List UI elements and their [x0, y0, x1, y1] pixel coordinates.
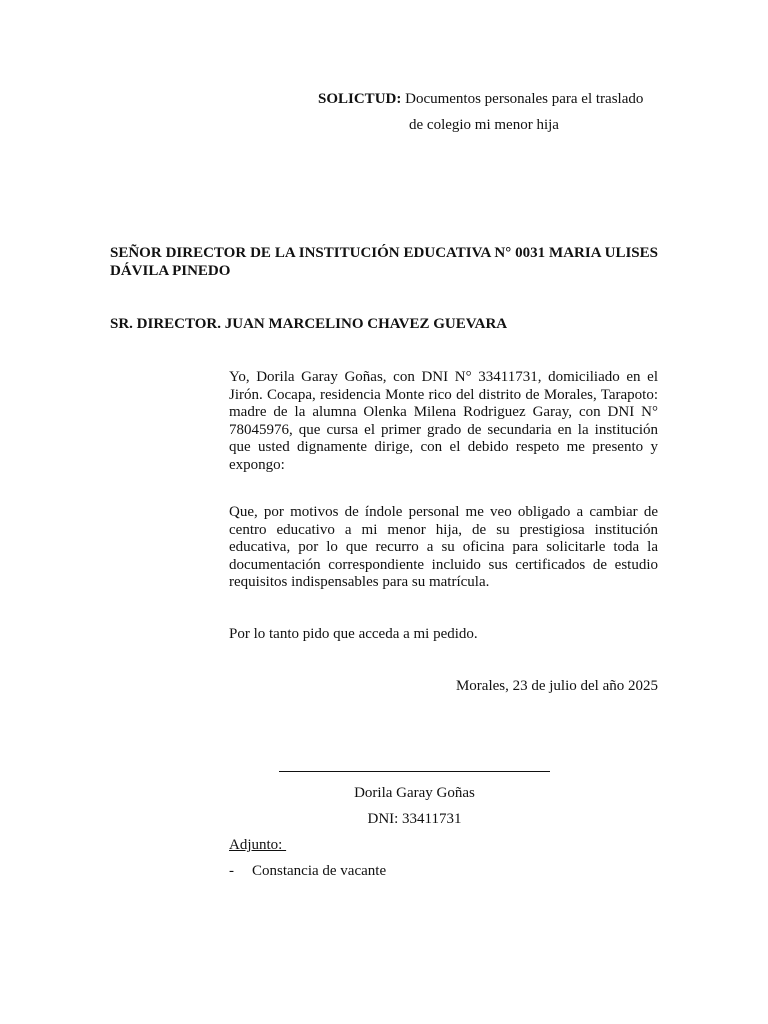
- date-line: Morales, 23 de julio del año 2025: [455, 678, 658, 694]
- addressee-heading: SEÑOR DIRECTOR DE LA INSTITUCIÓN EDUCATIVA N° 0031 MARIA ULISES DÁVILA PINEDO: [110, 245, 658, 279]
- signature-name: Dorila Garay Goñas: [354, 785, 475, 801]
- attachment-item-text: Constancia de vacante: [252, 863, 387, 879]
- subject-block: [318, 86, 678, 138]
- attachment-bullet: -: [229, 863, 234, 879]
- subject-line-1: [318, 86, 678, 112]
- director-heading: SR. DIRECTOR. JUAN MARCELINO CHAVEZ GUEVARA: [110, 316, 508, 332]
- subject-label: SOLICTUD:: [318, 91, 402, 107]
- subject-text-line-2: de colegio mi menor hija: [409, 117, 559, 133]
- signature-dni: DNI: 33411731: [367, 811, 462, 827]
- subject-text-line-1: Documentos personales para el traslado: [405, 91, 644, 107]
- body-paragraph-1: Yo, Dorila Garay Goñas, con DNI N° 33411731, domiciliado en el Jirón. Cocapa, residencia Monte rico del distrito de Morales, Tarapoto: madre de la alumna Olenka Milena Rodriguez Garay, con DNI N° 78045976, que cursa el primer grado de secundaria en la institución que usted dignamente dirige, con el debido respeto me presento y expongo:: [229, 369, 658, 473]
- attachment-item: [229, 863, 386, 880]
- body-paragraph-3: Por lo tanto pido que acceda a mi pedido.: [229, 626, 478, 642]
- body-paragraph-2: Que, por motivos de índole personal me veo obligado a cambiar de centro educativo a mi menor hija, de su prestigiosa institución educativa, por lo que recurro a su oficina para solicitarle toda la documentación correspondiente incluido sus certificados de estudio requisitos indispensables para su matrícula.: [229, 504, 658, 591]
- signature-line: [279, 771, 550, 772]
- attachments-title: Adjunto:: [229, 837, 287, 853]
